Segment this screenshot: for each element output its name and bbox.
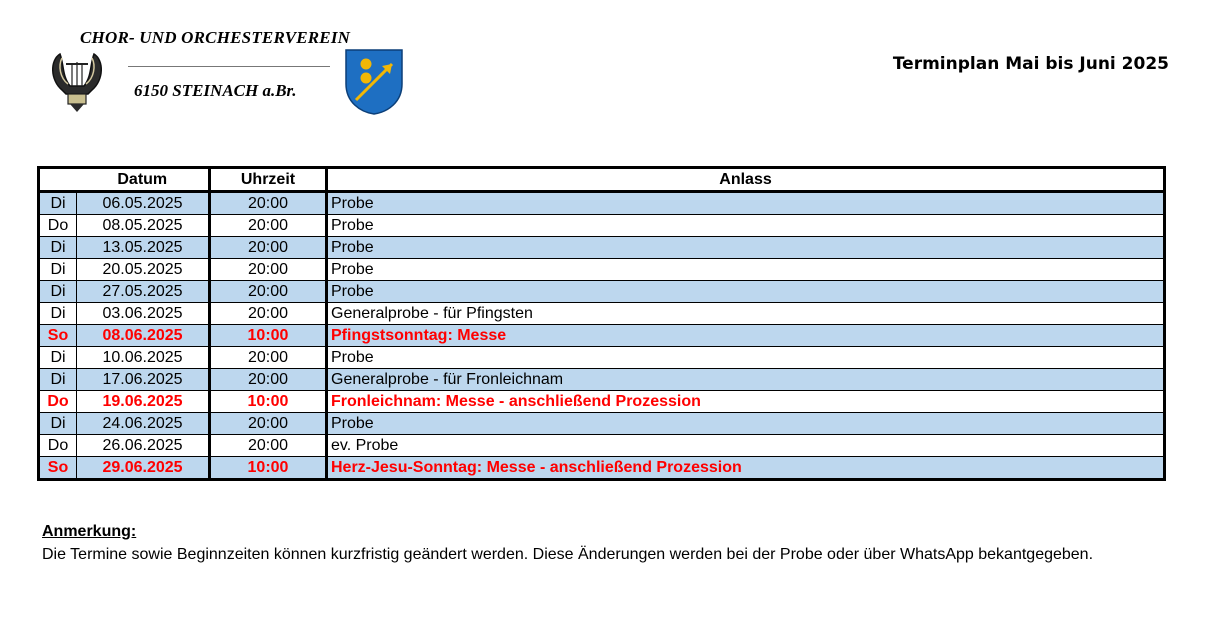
row-event: ev. Probe xyxy=(327,435,1165,457)
row-time: 10:00 xyxy=(210,325,327,347)
row-time: 20:00 xyxy=(210,435,327,457)
row-event: Probe xyxy=(327,192,1165,215)
row-event: Probe xyxy=(327,237,1165,259)
row-time: 20:00 xyxy=(210,413,327,435)
table-row xyxy=(39,237,1165,259)
row-day: Di xyxy=(39,369,77,391)
row-time: 20:00 xyxy=(210,259,327,281)
row-time: 10:00 xyxy=(210,457,327,480)
row-date: 13.05.2025 xyxy=(77,237,210,259)
document-title: Terminplan Mai bis Juni 2025 xyxy=(892,54,1169,74)
row-day: Di xyxy=(39,281,77,303)
table-row xyxy=(39,303,1165,325)
club-divider xyxy=(128,66,330,67)
row-event: Probe xyxy=(327,259,1165,281)
row-event: Probe xyxy=(327,281,1165,303)
row-day: Di xyxy=(39,192,77,215)
row-event: Probe xyxy=(327,215,1165,237)
row-day: Do xyxy=(39,391,77,413)
club-logo-block xyxy=(48,28,418,118)
row-date: 03.06.2025 xyxy=(77,303,210,325)
row-date: 20.05.2025 xyxy=(77,259,210,281)
row-date: 19.06.2025 xyxy=(77,391,210,413)
row-day: Di xyxy=(39,259,77,281)
row-date: 29.06.2025 xyxy=(77,457,210,480)
row-time: 20:00 xyxy=(210,192,327,215)
row-day: Di xyxy=(39,237,77,259)
row-time: 20:00 xyxy=(210,303,327,325)
row-time: 20:00 xyxy=(210,347,327,369)
header-time: Uhrzeit xyxy=(210,168,327,192)
table-row-highlight xyxy=(39,325,1165,347)
row-event: Fronleichnam: Messe - anschließend Prozession xyxy=(327,391,1165,413)
row-event: Pfingstsonntag: Messe xyxy=(327,325,1165,347)
row-date: 17.06.2025 xyxy=(77,369,210,391)
row-event: Probe xyxy=(327,347,1165,369)
header-day xyxy=(39,168,77,192)
note-text: Die Termine sowie Beginnzeiten können kurzfristig geändert werden. Diese Änderungen werden bei der Probe oder über WhatsApp bekantgegeben. xyxy=(42,546,1094,563)
row-event: Generalprobe - für Fronleichnam xyxy=(327,369,1165,391)
table-row xyxy=(39,281,1165,303)
row-date: 24.06.2025 xyxy=(77,413,210,435)
row-day: Di xyxy=(39,347,77,369)
row-day: So xyxy=(39,325,77,347)
row-day: Di xyxy=(39,413,77,435)
row-event: Herz-Jesu-Sonntag: Messe - anschließend Prozession xyxy=(327,457,1165,480)
row-time: 20:00 xyxy=(210,237,327,259)
lyre-icon xyxy=(48,46,106,114)
row-day: Di xyxy=(39,303,77,325)
table-row xyxy=(39,369,1165,391)
row-time: 20:00 xyxy=(210,215,327,237)
row-date: 06.05.2025 xyxy=(77,192,210,215)
row-time: 10:00 xyxy=(210,391,327,413)
row-date: 08.06.2025 xyxy=(77,325,210,347)
club-name: CHOR- UND ORCHESTERVEREIN xyxy=(80,28,351,47)
schedule-table xyxy=(37,166,1166,481)
row-day: So xyxy=(39,457,77,480)
table-row xyxy=(39,435,1165,457)
table-row xyxy=(39,215,1165,237)
table-row xyxy=(39,192,1165,215)
row-date: 08.05.2025 xyxy=(77,215,210,237)
note-section xyxy=(42,520,1172,566)
row-time: 20:00 xyxy=(210,369,327,391)
table-row xyxy=(39,259,1165,281)
header-event: Anlass xyxy=(327,168,1165,192)
row-date: 27.05.2025 xyxy=(77,281,210,303)
crest-icon xyxy=(342,48,406,116)
row-day: Do xyxy=(39,435,77,457)
row-date: 26.06.2025 xyxy=(77,435,210,457)
row-date: 10.06.2025 xyxy=(77,347,210,369)
table-row-highlight xyxy=(39,391,1165,413)
note-title: Anmerkung: xyxy=(42,523,137,540)
table-row-highlight xyxy=(39,457,1165,480)
row-event: Probe xyxy=(327,413,1165,435)
club-place: 6150 STEINACH a.Br. xyxy=(134,81,297,100)
table-row xyxy=(39,413,1165,435)
table-row xyxy=(39,347,1165,369)
row-time: 20:00 xyxy=(210,281,327,303)
header-date: Datum xyxy=(77,168,210,192)
row-day: Do xyxy=(39,215,77,237)
row-event: Generalprobe - für Pfingsten xyxy=(327,303,1165,325)
table-header-row xyxy=(39,168,1165,192)
